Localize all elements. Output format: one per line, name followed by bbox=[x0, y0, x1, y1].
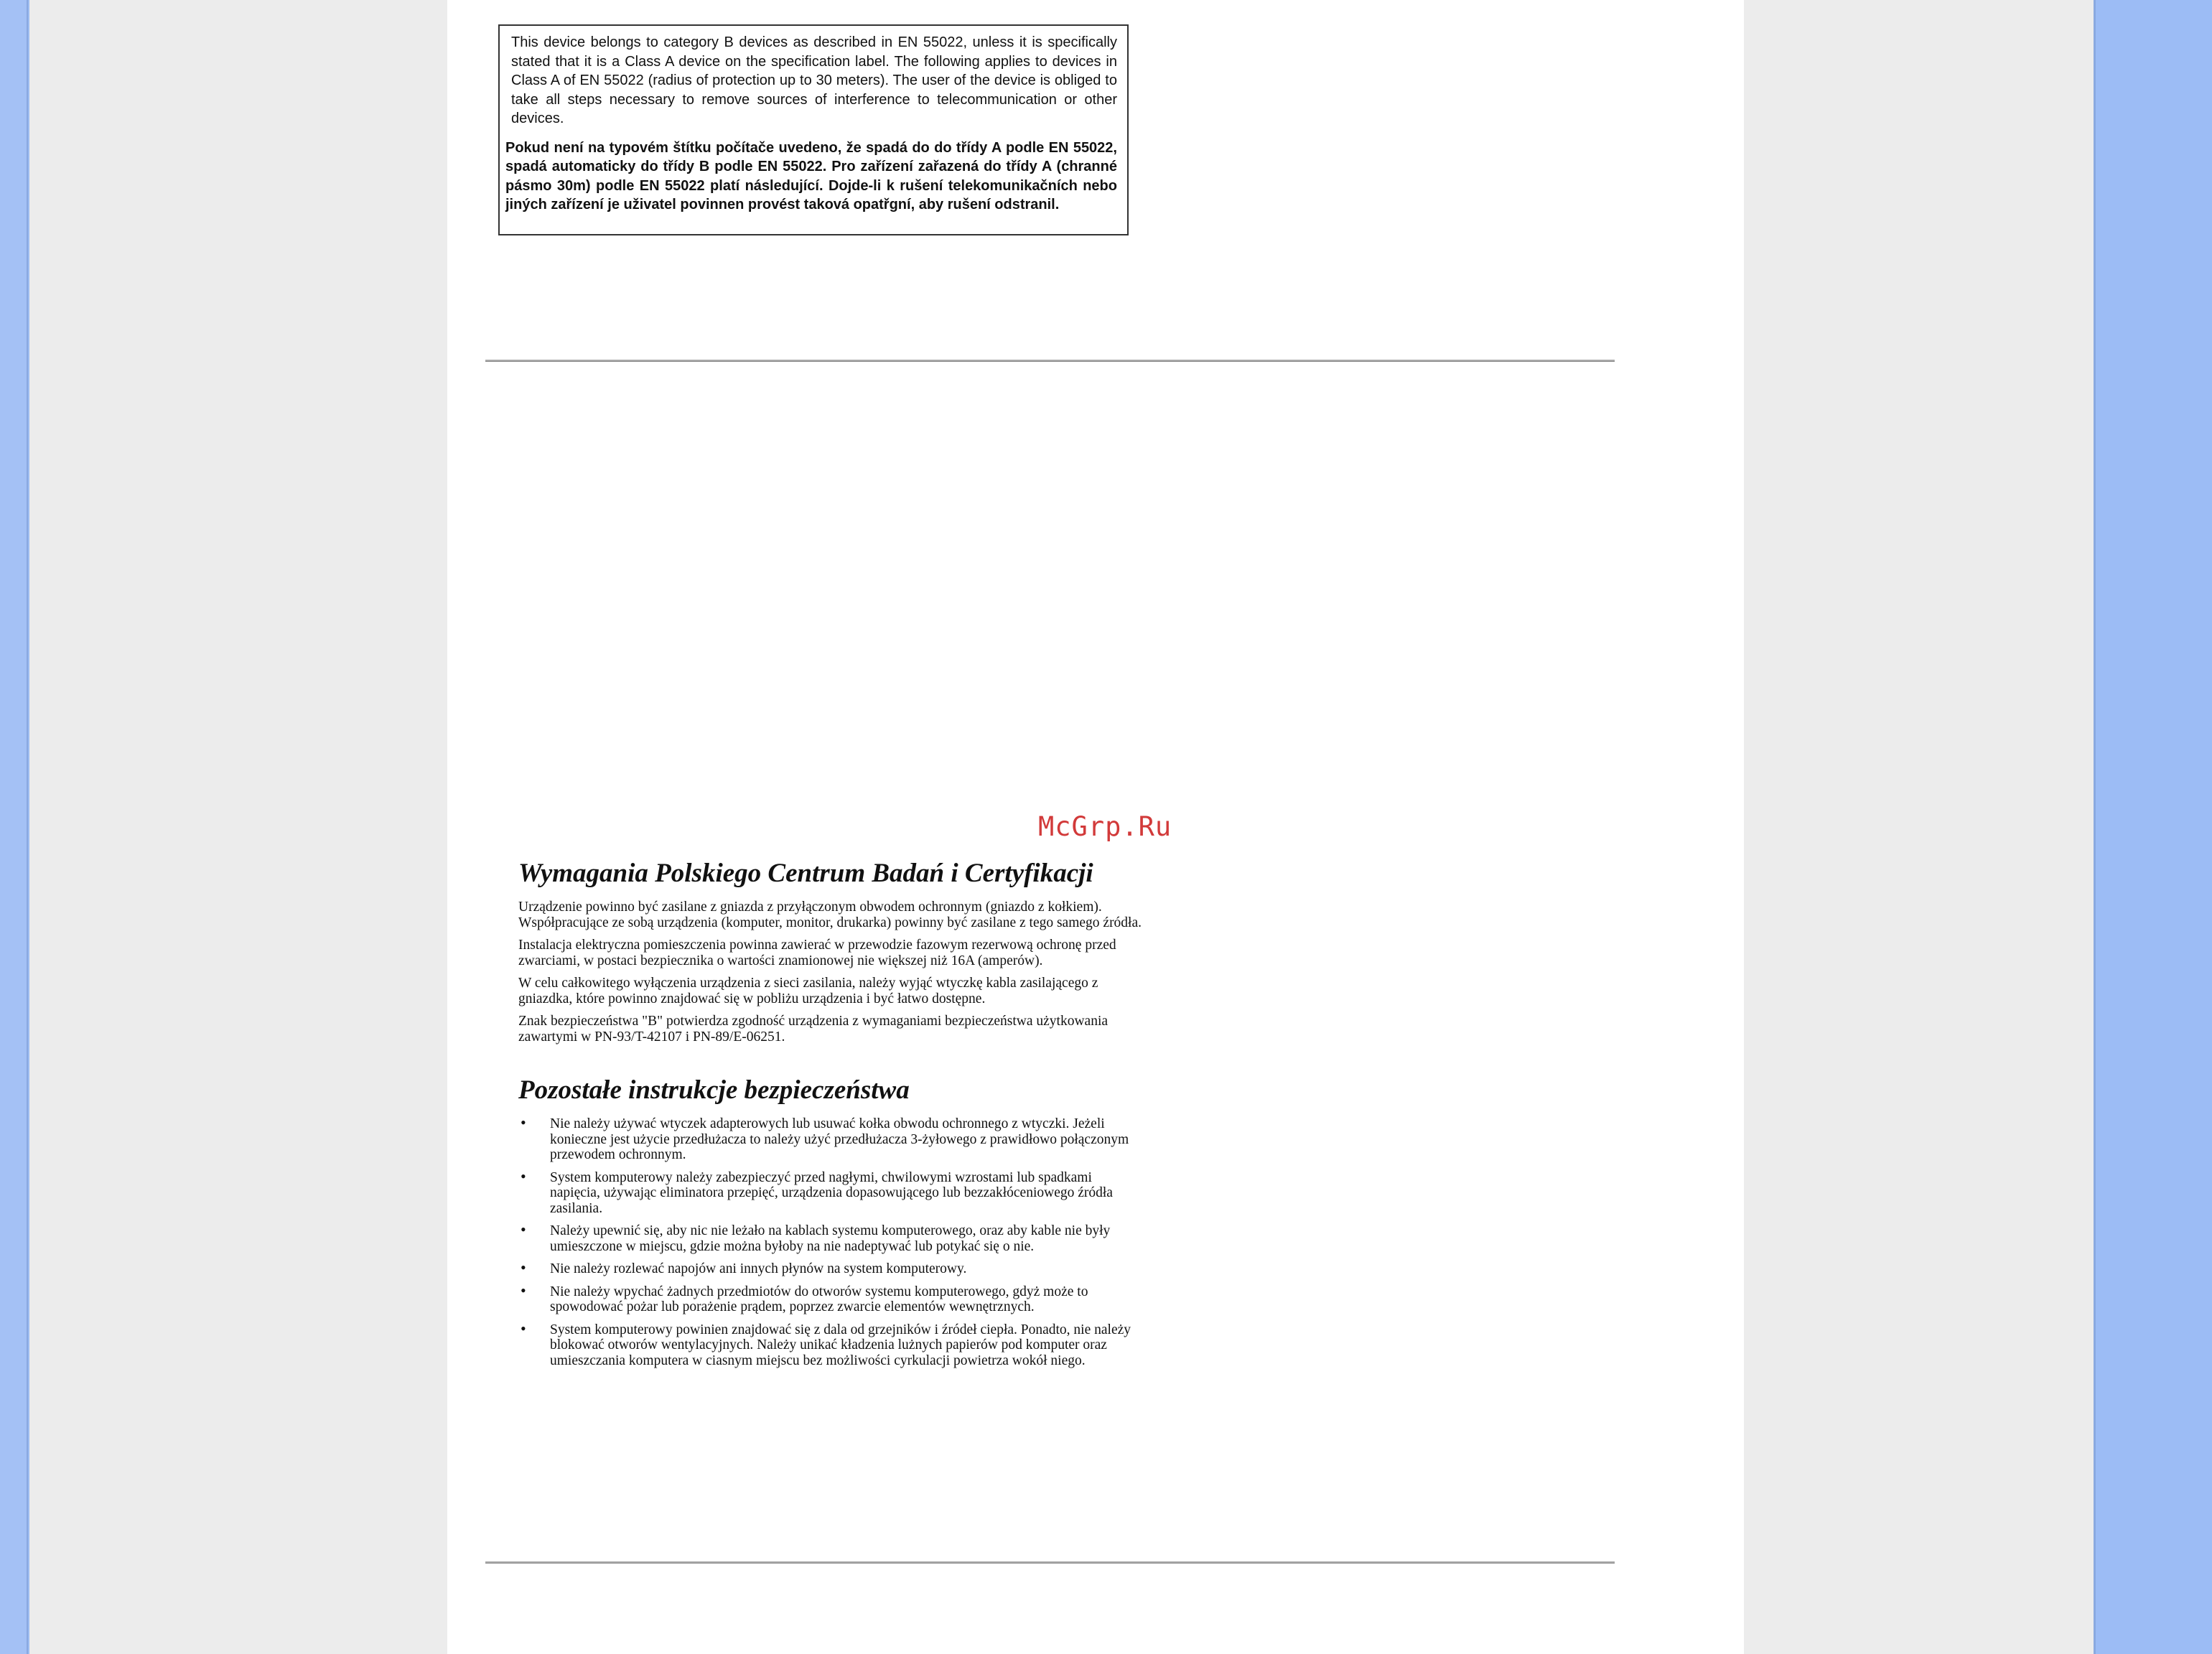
bullet-icon: • bbox=[521, 1281, 526, 1299]
bullet-icon: • bbox=[521, 1167, 526, 1185]
list-item-text: System komputerowy należy zabezpieczyć przed nagłymi, chwilowymi wzrostami lub spadkami napięcia, używając eliminatora przepięć, urządzenia dopasowującego lub bezzakłóceniowego źródła zasilania. bbox=[550, 1169, 1113, 1216]
paragraph: Znak bezpieczeństwa "B" potwierdza zgodność urządzenia z wymaganiami bezpieczeństwa użytkowania zawartymi w PN-93/T-42107 i PN-89/E-06251. bbox=[518, 1014, 1109, 1045]
polish-requirements-section bbox=[518, 858, 1144, 1375]
safety-instructions-list bbox=[518, 1113, 1144, 1368]
paragraph: Urządzenie powinno być zasilane z gniazda z przyłączonym obwodem ochronnym (gniazdo z kołkiem). Współpracujące ze sobą urządzenia (komputer, monitor, drukarka) powinny być zasilane z tego samego źródła. bbox=[518, 900, 1142, 930]
list-item bbox=[518, 1258, 1144, 1277]
list-item bbox=[518, 1220, 1144, 1254]
list-item-text: Należy upewnić się, aby nic nie leżało na kablach systemu komputerowego, oraz aby kable nie były umieszczone w miejscu, gdzie można byłoby na nie nadeptywać lub potykać się o nie. bbox=[550, 1223, 1111, 1254]
horizontal-divider bbox=[485, 360, 1615, 362]
section-heading: Wymagania Polskiego Centrum Badań i Certyfikacji bbox=[518, 859, 1093, 888]
bullet-icon: • bbox=[521, 1220, 526, 1238]
paragraph: W celu całkowitego wyłączenia urządzenia z sieci zasilania, należy wyjąć wtyczkę kabla zasilającego z gniazdka, które powinno znajdować się w pobliżu urządzenia i być łatwo dostępne. bbox=[518, 976, 1098, 1006]
list-item bbox=[518, 1113, 1144, 1163]
bullet-icon: • bbox=[521, 1258, 526, 1276]
horizontal-divider bbox=[485, 1561, 1615, 1564]
list-item-text: System komputerowy powinien znajdować się z dala od grzejników i źródeł ciepła. Ponadto, nie należy blokować otworów wentylacyjnych. Należy unikać kładzenia lużnych papierów pod komputer oraz umieszczania komputera w ciasnym miejscu bez możliwości cyrkulacji powietrza wokół niego. bbox=[550, 1322, 1131, 1368]
emc-notice-box bbox=[498, 24, 1129, 235]
watermark: McGrp.Ru bbox=[1038, 811, 1172, 842]
emc-notice-czech: Pokud není na typovém štítku počítače uvedeno, že spadá do do třídy A podle EN 55022, spadá automaticky do třídy B podle EN 55022. Pro zařízení zařazená do třídy A (chranné pásmo 30m) podle EN 55022 platí následující. Dojde-li k rušení telekomunikačních nebo jiných zařízení je uživatel povinnen provést taková opatřgní, aby rušení odstranil. bbox=[505, 139, 1117, 212]
list-item-text: Nie należy używać wtyczek adapterowych lub usuwać kołka obwodu ochronnego z wtyczki. Jeżeli konieczne jest użycie przedłużacza to należy użyć przedłużacza 3-żyłowego z prawidłowo połączonym przewodem ochronnym. bbox=[550, 1116, 1129, 1162]
right-frame-border bbox=[2094, 0, 2212, 1654]
list-item-text: Nie należy rozlewać napojów ani innych płynów na system komputerowy. bbox=[550, 1261, 967, 1276]
emc-notice-english: This device belongs to category B devices as described in EN 55022, unless it is specifically stated that it is a Class A device on the specification label. The following applies to devices in Class A of EN 55022 (radius of protection up to 30 meters). The user of the device is obliged to take all steps necessary to remove sources of interference to telecommunication or other devices. bbox=[511, 34, 1117, 126]
bullet-icon: • bbox=[521, 1319, 526, 1337]
bullet-icon: • bbox=[521, 1113, 526, 1131]
left-frame-border bbox=[0, 0, 28, 1654]
list-item-text: Nie należy wpychać żadnych przedmiotów do otworów systemu komputerowego, gdyż może to spowodować pożar lub porażenie prądem, poprzez zwarcie elementów wewnętrznych. bbox=[550, 1284, 1088, 1314]
list-item bbox=[518, 1319, 1144, 1369]
paragraph: Instalacja elektryczna pomieszczenia powinna zawierać w przewodzie fazowym rezerwową ochronę przed zwarciami, w postaci bezpiecznika o wartości znamionowej nie większej niż 16A (amperów). bbox=[518, 938, 1116, 968]
list-item bbox=[518, 1167, 1144, 1217]
section-heading: Pozostałe instrukcje bezpieczeństwa bbox=[518, 1075, 910, 1105]
list-item bbox=[518, 1281, 1144, 1315]
